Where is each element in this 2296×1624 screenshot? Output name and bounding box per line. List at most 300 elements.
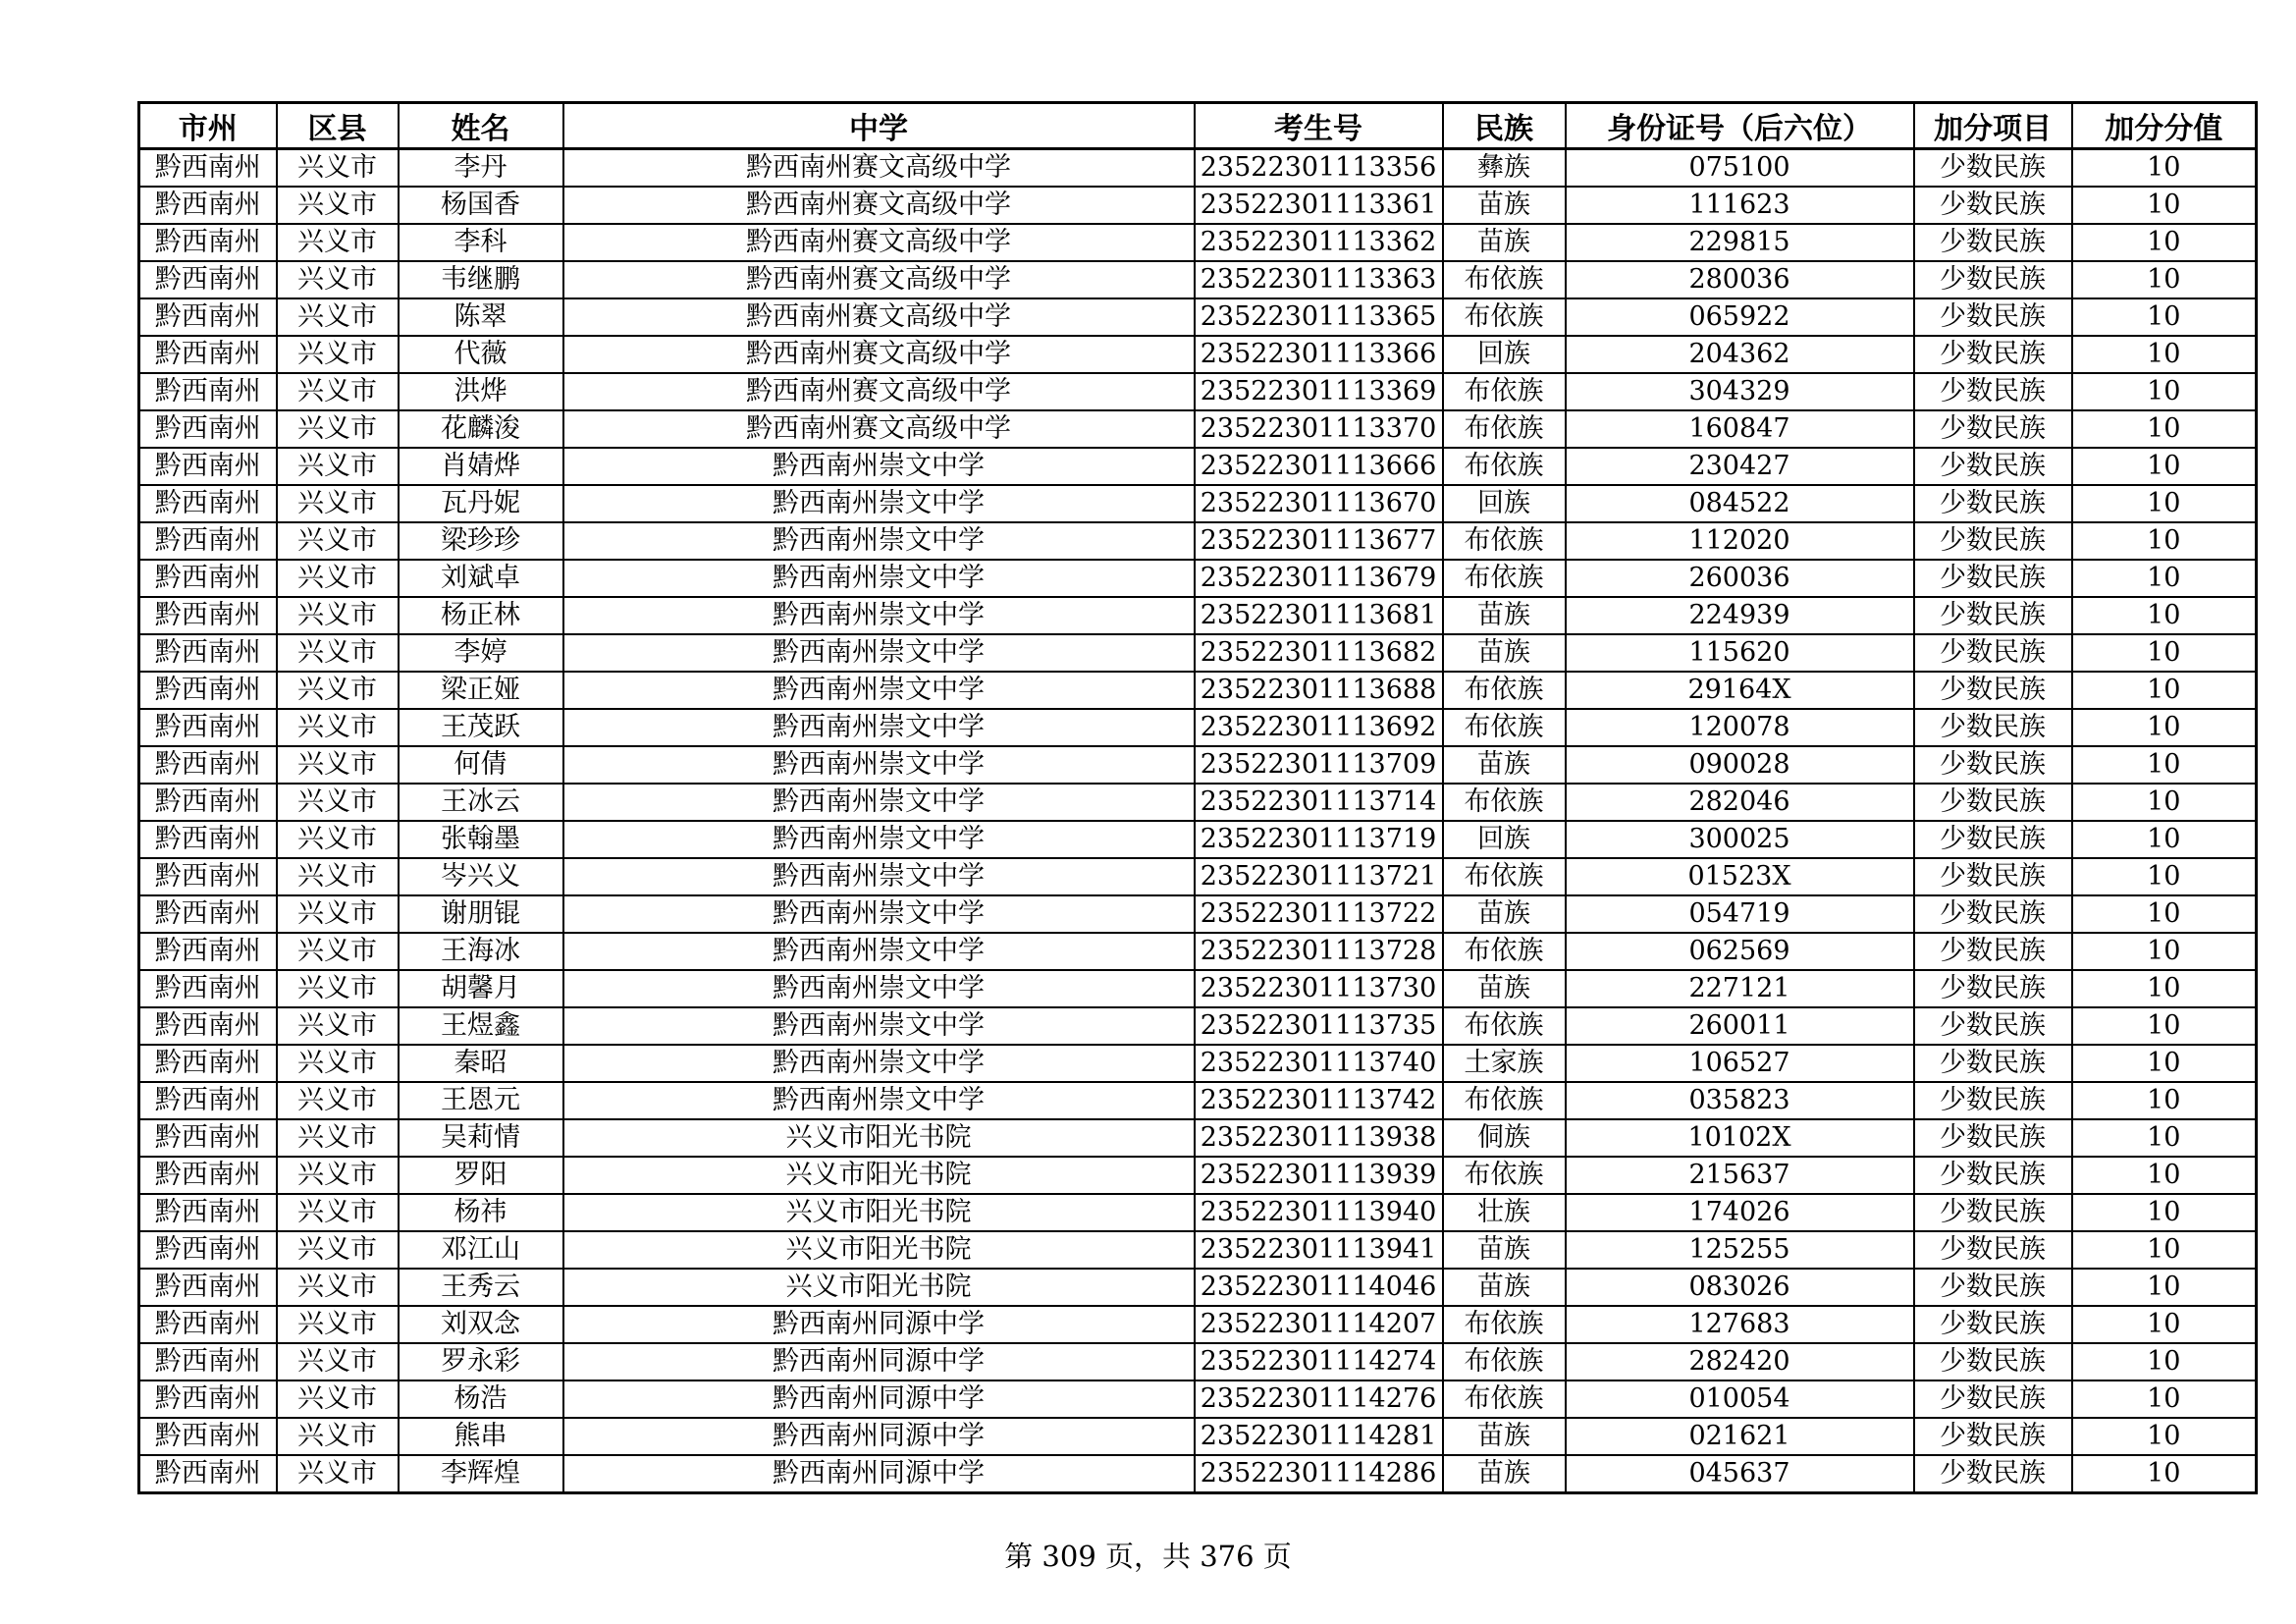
header-bonus-points: 加分分值 <box>2072 103 2257 149</box>
cell-bonus-item: 少数民族 <box>1914 1269 2072 1306</box>
table-row <box>139 1455 2257 1493</box>
table-row <box>139 224 2257 261</box>
cell-ethnicity: 布依族 <box>1443 1380 1566 1418</box>
cell-ethnicity: 苗族 <box>1443 224 1566 261</box>
table-row <box>139 187 2257 224</box>
cell-exam-number: 23522301113728 <box>1195 933 1443 970</box>
cell-exam-number: 23522301113939 <box>1195 1157 1443 1194</box>
cell-exam-number: 23522301114046 <box>1195 1269 1443 1306</box>
cell-bonus-points: 10 <box>2072 858 2257 895</box>
cell-district: 兴义市 <box>277 1157 399 1194</box>
cell-bonus-points: 10 <box>2072 485 2257 522</box>
cell-school: 黔西南州崇文中学 <box>563 448 1195 485</box>
cell-bonus-item: 少数民族 <box>1914 1343 2072 1380</box>
cell-district: 兴义市 <box>277 970 399 1007</box>
cell-district: 兴义市 <box>277 597 399 634</box>
cell-ethnicity: 布依族 <box>1443 784 1566 821</box>
cell-city: 黔西南州 <box>139 149 277 188</box>
table-row <box>139 1306 2257 1343</box>
cell-name: 王恩元 <box>399 1082 563 1119</box>
cell-bonus-item: 少数民族 <box>1914 187 2072 224</box>
cell-id-last-six: 01523X <box>1566 858 1914 895</box>
cell-school: 黔西南州崇文中学 <box>563 895 1195 933</box>
cell-district: 兴义市 <box>277 1455 399 1493</box>
cell-name: 肖婧烨 <box>399 448 563 485</box>
cell-bonus-points: 10 <box>2072 149 2257 188</box>
cell-ethnicity: 布依族 <box>1443 1157 1566 1194</box>
cell-name: 韦继鹏 <box>399 261 563 298</box>
cell-bonus-points: 10 <box>2072 1194 2257 1231</box>
cell-id-last-six: 125255 <box>1566 1231 1914 1269</box>
cell-district: 兴义市 <box>277 373 399 410</box>
cell-city: 黔西南州 <box>139 634 277 672</box>
cell-school: 黔西南州赛文高级中学 <box>563 373 1195 410</box>
cell-ethnicity: 布依族 <box>1443 1343 1566 1380</box>
cell-city: 黔西南州 <box>139 970 277 1007</box>
cell-school: 黔西南州崇文中学 <box>563 784 1195 821</box>
cell-exam-number: 23522301113719 <box>1195 821 1443 858</box>
cell-exam-number: 23522301113941 <box>1195 1231 1443 1269</box>
cell-city: 黔西南州 <box>139 746 277 784</box>
cell-school: 黔西南州崇文中学 <box>563 709 1195 746</box>
cell-district: 兴义市 <box>277 1380 399 1418</box>
cell-id-last-six: 224939 <box>1566 597 1914 634</box>
cell-exam-number: 23522301113670 <box>1195 485 1443 522</box>
cell-exam-number: 23522301114281 <box>1195 1418 1443 1455</box>
cell-district: 兴义市 <box>277 895 399 933</box>
cell-city: 黔西南州 <box>139 858 277 895</box>
cell-id-last-six: 111623 <box>1566 187 1914 224</box>
cell-ethnicity: 苗族 <box>1443 1269 1566 1306</box>
cell-id-last-six: 260011 <box>1566 1007 1914 1045</box>
table-row <box>139 1418 2257 1455</box>
cell-ethnicity: 苗族 <box>1443 634 1566 672</box>
cell-bonus-points: 10 <box>2072 970 2257 1007</box>
cell-id-last-six: 045637 <box>1566 1455 1914 1493</box>
table-row <box>139 448 2257 485</box>
cell-district: 兴义市 <box>277 1007 399 1045</box>
cell-bonus-points: 10 <box>2072 560 2257 597</box>
cell-name: 花麟浚 <box>399 410 563 448</box>
cell-id-last-six: 174026 <box>1566 1194 1914 1231</box>
cell-ethnicity: 苗族 <box>1443 1231 1566 1269</box>
header-school: 中学 <box>563 103 1195 149</box>
cell-bonus-item: 少数民族 <box>1914 1082 2072 1119</box>
table-row <box>139 970 2257 1007</box>
cell-city: 黔西南州 <box>139 560 277 597</box>
cell-ethnicity: 苗族 <box>1443 970 1566 1007</box>
cell-id-last-six: 304329 <box>1566 373 1914 410</box>
cell-id-last-six: 260036 <box>1566 560 1914 597</box>
cell-bonus-points: 10 <box>2072 410 2257 448</box>
cell-ethnicity: 布依族 <box>1443 672 1566 709</box>
cell-city: 黔西南州 <box>139 1380 277 1418</box>
cell-bonus-points: 10 <box>2072 1418 2257 1455</box>
cell-name: 梁正娅 <box>399 672 563 709</box>
cell-school: 黔西南州崇文中学 <box>563 970 1195 1007</box>
cell-bonus-item: 少数民族 <box>1914 485 2072 522</box>
cell-city: 黔西南州 <box>139 1231 277 1269</box>
cell-exam-number: 23522301113714 <box>1195 784 1443 821</box>
cell-exam-number: 23522301114286 <box>1195 1455 1443 1493</box>
table-row <box>139 746 2257 784</box>
cell-bonus-item: 少数民族 <box>1914 336 2072 373</box>
cell-id-last-six: 065922 <box>1566 298 1914 336</box>
cell-district: 兴义市 <box>277 187 399 224</box>
cell-school: 黔西南州赛文高级中学 <box>563 149 1195 188</box>
cell-city: 黔西南州 <box>139 1119 277 1157</box>
cell-ethnicity: 布依族 <box>1443 522 1566 560</box>
cell-bonus-points: 10 <box>2072 1455 2257 1493</box>
cell-bonus-item: 少数民族 <box>1914 1007 2072 1045</box>
cell-exam-number: 23522301113362 <box>1195 224 1443 261</box>
cell-city: 黔西南州 <box>139 485 277 522</box>
cell-exam-number: 23522301114274 <box>1195 1343 1443 1380</box>
cell-ethnicity: 回族 <box>1443 485 1566 522</box>
cell-city: 黔西南州 <box>139 448 277 485</box>
cell-city: 黔西南州 <box>139 261 277 298</box>
cell-ethnicity: 布依族 <box>1443 1007 1566 1045</box>
cell-bonus-points: 10 <box>2072 634 2257 672</box>
cell-exam-number: 23522301113370 <box>1195 410 1443 448</box>
table-row <box>139 672 2257 709</box>
table-row <box>139 1007 2257 1045</box>
cell-exam-number: 23522301113682 <box>1195 634 1443 672</box>
cell-city: 黔西南州 <box>139 597 277 634</box>
cell-school: 黔西南州崇文中学 <box>563 672 1195 709</box>
cell-bonus-item: 少数民族 <box>1914 634 2072 672</box>
cell-id-last-six: 160847 <box>1566 410 1914 448</box>
cell-id-last-six: 282420 <box>1566 1343 1914 1380</box>
header-name: 姓名 <box>399 103 563 149</box>
cell-district: 兴义市 <box>277 1269 399 1306</box>
cell-name: 谢朋锟 <box>399 895 563 933</box>
table-row <box>139 485 2257 522</box>
cell-school: 兴义市阳光书院 <box>563 1231 1195 1269</box>
cell-name: 代薇 <box>399 336 563 373</box>
cell-bonus-item: 少数民族 <box>1914 709 2072 746</box>
cell-city: 黔西南州 <box>139 1418 277 1455</box>
cell-name: 何倩 <box>399 746 563 784</box>
cell-name: 杨正林 <box>399 597 563 634</box>
table-row <box>139 522 2257 560</box>
cell-name: 梁珍珍 <box>399 522 563 560</box>
cell-bonus-points: 10 <box>2072 1343 2257 1380</box>
cell-id-last-six: 054719 <box>1566 895 1914 933</box>
cell-ethnicity: 彝族 <box>1443 149 1566 188</box>
cell-school: 黔西南州崇文中学 <box>563 746 1195 784</box>
cell-bonus-points: 10 <box>2072 784 2257 821</box>
cell-district: 兴义市 <box>277 149 399 188</box>
cell-school: 黔西南州崇文中学 <box>563 485 1195 522</box>
cell-district: 兴义市 <box>277 448 399 485</box>
cell-exam-number: 23522301113709 <box>1195 746 1443 784</box>
cell-school: 黔西南州同源中学 <box>563 1306 1195 1343</box>
cell-bonus-item: 少数民族 <box>1914 1380 2072 1418</box>
cell-id-last-six: 062569 <box>1566 933 1914 970</box>
cell-bonus-item: 少数民族 <box>1914 970 2072 1007</box>
cell-district: 兴义市 <box>277 821 399 858</box>
cell-city: 黔西南州 <box>139 224 277 261</box>
cell-id-last-six: 112020 <box>1566 522 1914 560</box>
cell-exam-number: 23522301113721 <box>1195 858 1443 895</box>
cell-city: 黔西南州 <box>139 1343 277 1380</box>
cell-school: 黔西南州崇文中学 <box>563 522 1195 560</box>
cell-district: 兴义市 <box>277 1418 399 1455</box>
cell-city: 黔西南州 <box>139 895 277 933</box>
cell-district: 兴义市 <box>277 858 399 895</box>
cell-id-last-six: 035823 <box>1566 1082 1914 1119</box>
cell-city: 黔西南州 <box>139 709 277 746</box>
cell-id-last-six: 29164X <box>1566 672 1914 709</box>
table-body <box>139 149 2257 1493</box>
cell-city: 黔西南州 <box>139 1194 277 1231</box>
cell-district: 兴义市 <box>277 560 399 597</box>
table-row <box>139 298 2257 336</box>
cell-ethnicity: 侗族 <box>1443 1119 1566 1157</box>
table-row <box>139 634 2257 672</box>
cell-ethnicity: 苗族 <box>1443 187 1566 224</box>
cell-bonus-points: 10 <box>2072 1082 2257 1119</box>
cell-school: 黔西南州赛文高级中学 <box>563 224 1195 261</box>
cell-ethnicity: 布依族 <box>1443 709 1566 746</box>
cell-ethnicity: 布依族 <box>1443 448 1566 485</box>
cell-bonus-item: 少数民族 <box>1914 784 2072 821</box>
cell-bonus-points: 10 <box>2072 522 2257 560</box>
cell-school: 黔西南州同源中学 <box>563 1380 1195 1418</box>
table-row <box>139 336 2257 373</box>
cell-ethnicity: 苗族 <box>1443 746 1566 784</box>
cell-bonus-points: 10 <box>2072 746 2257 784</box>
cell-name: 杨浩 <box>399 1380 563 1418</box>
cell-name: 吴莉情 <box>399 1119 563 1157</box>
cell-city: 黔西南州 <box>139 1007 277 1045</box>
cell-name: 杨祎 <box>399 1194 563 1231</box>
cell-bonus-item: 少数民族 <box>1914 895 2072 933</box>
cell-district: 兴义市 <box>277 746 399 784</box>
cell-school: 黔西南州崇文中学 <box>563 933 1195 970</box>
cell-name: 李科 <box>399 224 563 261</box>
cell-bonus-points: 10 <box>2072 1119 2257 1157</box>
cell-bonus-item: 少数民族 <box>1914 597 2072 634</box>
cell-city: 黔西南州 <box>139 1045 277 1082</box>
cell-name: 胡馨月 <box>399 970 563 1007</box>
cell-bonus-item: 少数民族 <box>1914 522 2072 560</box>
cell-city: 黔西南州 <box>139 298 277 336</box>
cell-name: 洪烨 <box>399 373 563 410</box>
cell-city: 黔西南州 <box>139 410 277 448</box>
cell-exam-number: 23522301113666 <box>1195 448 1443 485</box>
cell-bonus-points: 10 <box>2072 895 2257 933</box>
cell-bonus-points: 10 <box>2072 672 2257 709</box>
cell-school: 黔西南州崇文中学 <box>563 1007 1195 1045</box>
table-row <box>139 261 2257 298</box>
cell-exam-number: 23522301113735 <box>1195 1007 1443 1045</box>
cell-school: 黔西南州同源中学 <box>563 1343 1195 1380</box>
cell-id-last-six: 300025 <box>1566 821 1914 858</box>
cell-id-last-six: 282046 <box>1566 784 1914 821</box>
cell-id-last-six: 106527 <box>1566 1045 1914 1082</box>
cell-district: 兴义市 <box>277 522 399 560</box>
cell-exam-number: 23522301113730 <box>1195 970 1443 1007</box>
cell-ethnicity: 苗族 <box>1443 1455 1566 1493</box>
cell-exam-number: 23522301113363 <box>1195 261 1443 298</box>
cell-id-last-six: 120078 <box>1566 709 1914 746</box>
cell-school: 兴义市阳光书院 <box>563 1119 1195 1157</box>
cell-exam-number: 23522301114207 <box>1195 1306 1443 1343</box>
cell-school: 黔西南州赛文高级中学 <box>563 336 1195 373</box>
cell-ethnicity: 布依族 <box>1443 1082 1566 1119</box>
cell-exam-number: 23522301113361 <box>1195 187 1443 224</box>
header-ethnicity: 民族 <box>1443 103 1566 149</box>
cell-exam-number: 23522301113369 <box>1195 373 1443 410</box>
cell-exam-number: 23522301113681 <box>1195 597 1443 634</box>
cell-city: 黔西南州 <box>139 336 277 373</box>
cell-city: 黔西南州 <box>139 1269 277 1306</box>
cell-school: 黔西南州崇文中学 <box>563 1082 1195 1119</box>
header-id-last-six: 身份证号（后六位） <box>1566 103 1914 149</box>
cell-city: 黔西南州 <box>139 373 277 410</box>
cell-district: 兴义市 <box>277 336 399 373</box>
cell-name: 张翰墨 <box>399 821 563 858</box>
cell-school: 黔西南州赛文高级中学 <box>563 187 1195 224</box>
cell-ethnicity: 布依族 <box>1443 1306 1566 1343</box>
cell-ethnicity: 布依族 <box>1443 858 1566 895</box>
table-row <box>139 895 2257 933</box>
cell-bonus-item: 少数民族 <box>1914 1306 2072 1343</box>
cell-district: 兴义市 <box>277 1194 399 1231</box>
cell-name: 秦昭 <box>399 1045 563 1082</box>
cell-city: 黔西南州 <box>139 784 277 821</box>
cell-bonus-item: 少数民族 <box>1914 821 2072 858</box>
table-row <box>139 858 2257 895</box>
header-bonus-item: 加分项目 <box>1914 103 2072 149</box>
cell-exam-number: 23522301113742 <box>1195 1082 1443 1119</box>
cell-name: 李婷 <box>399 634 563 672</box>
cell-bonus-item: 少数民族 <box>1914 746 2072 784</box>
cell-id-last-six: 215637 <box>1566 1157 1914 1194</box>
cell-bonus-item: 少数民族 <box>1914 373 2072 410</box>
cell-id-last-six: 230427 <box>1566 448 1914 485</box>
cell-school: 黔西南州崇文中学 <box>563 821 1195 858</box>
cell-ethnicity: 回族 <box>1443 336 1566 373</box>
table-row <box>139 1157 2257 1194</box>
cell-ethnicity: 布依族 <box>1443 373 1566 410</box>
cell-exam-number: 23522301113722 <box>1195 895 1443 933</box>
cell-school: 兴义市阳光书院 <box>563 1157 1195 1194</box>
cell-bonus-points: 10 <box>2072 709 2257 746</box>
cell-bonus-item: 少数民族 <box>1914 149 2072 188</box>
cell-name: 王茂跃 <box>399 709 563 746</box>
cell-bonus-item: 少数民族 <box>1914 672 2072 709</box>
cell-bonus-points: 10 <box>2072 298 2257 336</box>
cell-bonus-item: 少数民族 <box>1914 1045 2072 1082</box>
cell-ethnicity: 回族 <box>1443 821 1566 858</box>
cell-id-last-six: 227121 <box>1566 970 1914 1007</box>
cell-school: 黔西南州同源中学 <box>563 1455 1195 1493</box>
cell-ethnicity: 布依族 <box>1443 410 1566 448</box>
cell-exam-number: 23522301113692 <box>1195 709 1443 746</box>
cell-bonus-points: 10 <box>2072 933 2257 970</box>
table-row <box>139 597 2257 634</box>
cell-district: 兴义市 <box>277 298 399 336</box>
cell-school: 黔西南州崇文中学 <box>563 597 1195 634</box>
cell-city: 黔西南州 <box>139 933 277 970</box>
header-city: 市州 <box>139 103 277 149</box>
cell-id-last-six: 127683 <box>1566 1306 1914 1343</box>
cell-exam-number: 23522301113356 <box>1195 149 1443 188</box>
cell-bonus-points: 10 <box>2072 1231 2257 1269</box>
cell-bonus-item: 少数民族 <box>1914 1194 2072 1231</box>
cell-district: 兴义市 <box>277 485 399 522</box>
cell-city: 黔西南州 <box>139 187 277 224</box>
table-row <box>139 1231 2257 1269</box>
cell-name: 杨国香 <box>399 187 563 224</box>
cell-exam-number: 23522301113365 <box>1195 298 1443 336</box>
cell-school: 黔西南州崇文中学 <box>563 1045 1195 1082</box>
cell-bonus-item: 少数民族 <box>1914 448 2072 485</box>
cell-id-last-six: 083026 <box>1566 1269 1914 1306</box>
cell-id-last-six: 010054 <box>1566 1380 1914 1418</box>
cell-id-last-six: 075100 <box>1566 149 1914 188</box>
table-row <box>139 373 2257 410</box>
cell-ethnicity: 土家族 <box>1443 1045 1566 1082</box>
cell-district: 兴义市 <box>277 634 399 672</box>
table-row <box>139 933 2257 970</box>
cell-name: 王海冰 <box>399 933 563 970</box>
cell-bonus-points: 10 <box>2072 448 2257 485</box>
cell-school: 兴义市阳光书院 <box>563 1269 1195 1306</box>
cell-name: 陈翠 <box>399 298 563 336</box>
cell-ethnicity: 布依族 <box>1443 933 1566 970</box>
cell-exam-number: 23522301113740 <box>1195 1045 1443 1082</box>
cell-id-last-six: 204362 <box>1566 336 1914 373</box>
cell-school: 黔西南州崇文中学 <box>563 560 1195 597</box>
table-row <box>139 410 2257 448</box>
cell-district: 兴义市 <box>277 1306 399 1343</box>
cell-exam-number: 23522301113679 <box>1195 560 1443 597</box>
table-row <box>139 1045 2257 1082</box>
cell-name: 王秀云 <box>399 1269 563 1306</box>
cell-bonus-item: 少数民族 <box>1914 1231 2072 1269</box>
cell-name: 罗阳 <box>399 1157 563 1194</box>
cell-school: 黔西南州崇文中学 <box>563 634 1195 672</box>
cell-bonus-points: 10 <box>2072 1007 2257 1045</box>
cell-bonus-item: 少数民族 <box>1914 1455 2072 1493</box>
cell-bonus-points: 10 <box>2072 1157 2257 1194</box>
cell-city: 黔西南州 <box>139 1455 277 1493</box>
table-row <box>139 709 2257 746</box>
cell-name: 王煜鑫 <box>399 1007 563 1045</box>
table-row <box>139 149 2257 188</box>
cell-bonus-points: 10 <box>2072 1380 2257 1418</box>
cell-bonus-points: 10 <box>2072 597 2257 634</box>
cell-bonus-points: 10 <box>2072 1269 2257 1306</box>
cell-district: 兴义市 <box>277 410 399 448</box>
header-row <box>139 103 2257 149</box>
table-row <box>139 1119 2257 1157</box>
cell-bonus-item: 少数民族 <box>1914 1157 2072 1194</box>
cell-ethnicity: 布依族 <box>1443 261 1566 298</box>
cell-exam-number: 23522301113688 <box>1195 672 1443 709</box>
cell-ethnicity: 苗族 <box>1443 597 1566 634</box>
cell-bonus-points: 10 <box>2072 261 2257 298</box>
cell-bonus-points: 10 <box>2072 821 2257 858</box>
cell-bonus-item: 少数民族 <box>1914 410 2072 448</box>
cell-name: 刘双念 <box>399 1306 563 1343</box>
cell-exam-number: 23522301113677 <box>1195 522 1443 560</box>
cell-name: 熊串 <box>399 1418 563 1455</box>
